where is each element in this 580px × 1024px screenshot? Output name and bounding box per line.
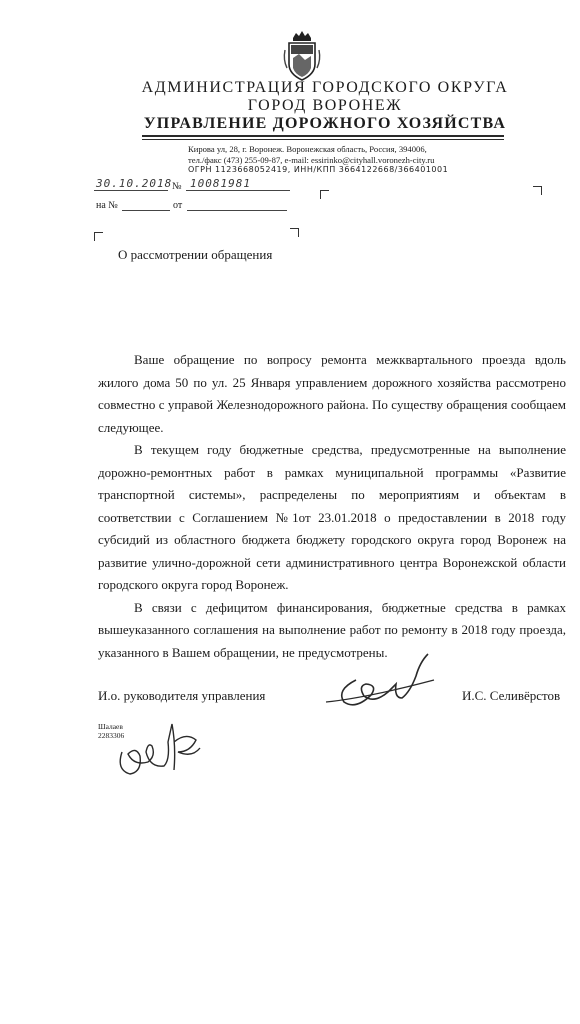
outgoing-number: 10081981 (190, 177, 251, 190)
handwritten-initials (112, 712, 212, 782)
letter-subject: О рассмотрении обращения (118, 247, 273, 262)
reply-number-underline (122, 210, 170, 211)
subject-corner-tl (94, 232, 103, 241)
org-contacts: тел./факс (473) 255-09-87, e-mail: essirinko@cityhall.voronezh-city.ru (188, 155, 435, 165)
coat-of-arms-icon (281, 30, 323, 84)
address-corner-tl (320, 190, 329, 199)
subject-corner-tr (290, 228, 299, 237)
paragraph-3: В связи с дефицитом финансирования, бюджетные средства в рамках вышеуказанного соглашения на выполнение работ по ремонту в 2018 году проезда, указанного в Вашем обращении, не предусмотрены. (98, 599, 566, 660)
org-name-line1: АДМИНИСТРАЦИЯ ГОРОДСКОГО ОКРУГА (141, 79, 509, 96)
reply-from-label: от (173, 200, 183, 211)
date-underline (94, 190, 168, 191)
org-name-line2: ГОРОД ВОРОНЕЖ (247, 97, 403, 114)
letter-body (98, 349, 566, 664)
org-address: Кирова ул, 28, г. Воронеж. Воронежская область, Россия, 394006, (188, 144, 427, 154)
signatory-name: И.С. Селивёрстов (462, 688, 561, 703)
header-rule-thick (142, 135, 504, 137)
handwritten-signature (316, 640, 446, 720)
org-department: УПРАВЛЕНИЕ ДОРОЖНОГО ХОЗЯЙСТВА (143, 115, 507, 132)
org-registry: ОГРН 1123668052419, ИНН/КПП 3664122668/366401001 (188, 165, 449, 174)
reply-date-underline (187, 210, 287, 211)
executor-phone: 2283306 (98, 731, 125, 740)
outgoing-date: 30.10.2018 (96, 177, 173, 190)
paragraph-1: Ваше обращение по вопросу ремонта межквартального проезда вдоль жилого дома 50 по ул. 25 Января управлением дорожного хозяйства рассмотрено совместно с управой Железнодорожного района. По существу обращения сообщаем следующее. (98, 352, 566, 435)
number-underline (186, 190, 290, 191)
number-label: № (172, 181, 182, 192)
reply-to-label: на № (96, 200, 118, 211)
signatory-position: И.о. руководителя управления (98, 688, 266, 703)
header-rule-thin (142, 139, 504, 140)
paragraph-2: В текущем году бюджетные средства, предусмотренные на выполнение дорожно-ремонтных работ в рамках муниципальной программы «Развитие транспортной системы», распределены по мероприятиям и объектам в соответствии с Соглашением №1от 23.01.2018 о предоставлении в 2018 году субсидий из областного бюджета бюджету городского округа город Воронеж на развитие улично-дорожной сети административного центра Воронежской области городского округа город Воронеж. (98, 442, 566, 592)
address-corner-tr (533, 186, 542, 195)
executor-name: Шалаев (98, 722, 123, 731)
